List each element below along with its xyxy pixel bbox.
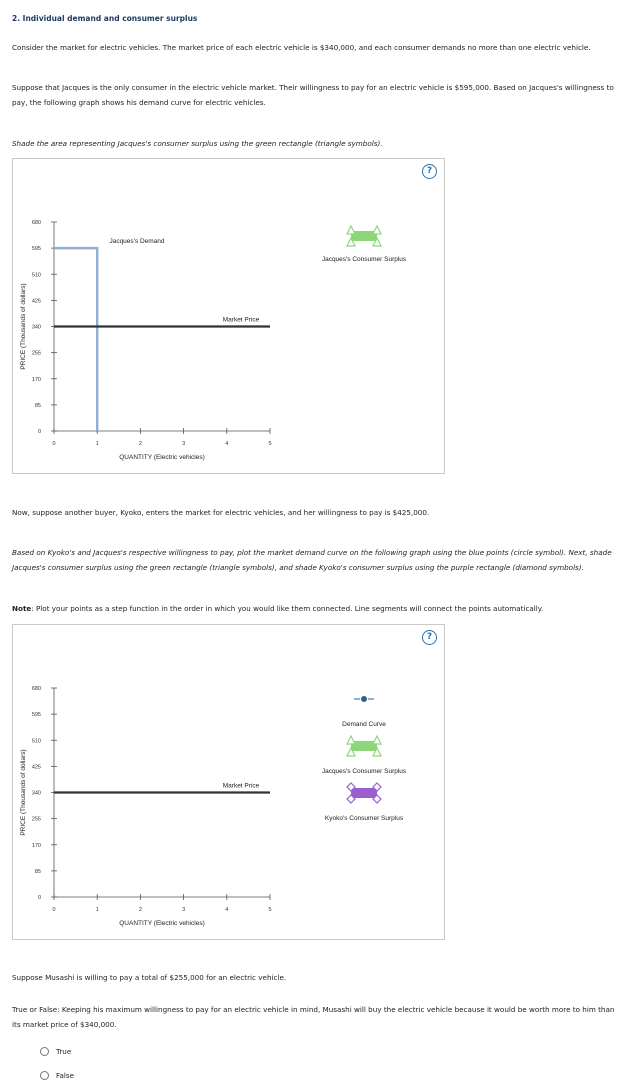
radio-true[interactable]: [40, 1047, 49, 1056]
y-tick-label: 0: [37, 895, 41, 901]
graph-panel-2: [12, 624, 445, 940]
section-title: 2. Individual demand and consumer surplus: [12, 14, 198, 23]
circle-icon: [361, 696, 368, 703]
y-tick-label: 170: [31, 376, 41, 383]
y-tick-label: 255: [31, 816, 41, 823]
jacques-paragraph: Suppose that Jacques is the only consumer in the electric vehicle market. Their willingness to pay for an electric vehicle is $595,000. Based on Jacques's willingness to pay, the following graph shows his demand curve for electric vehicles.: [12, 83, 614, 107]
triangle-icon: [347, 226, 355, 234]
y-tick-label: 510: [31, 738, 41, 745]
x-tick-label: 1: [95, 907, 99, 913]
triangle-icon: [347, 736, 355, 744]
jacques-demand-label: Jacques's Demand: [109, 238, 165, 246]
x-tick-label: 2: [138, 441, 142, 447]
x-tick-label: 4: [225, 441, 229, 447]
y-tick-label: 340: [31, 324, 41, 331]
intro-paragraph: Consider the market for electric vehicles. The market price of each electric vehicle is $340,000, and each consumer demands no more than one electric vehicle.: [12, 43, 591, 52]
x-axis-label: QUANTITY (Electric vehicles): [119, 454, 205, 461]
y-tick-label: 510: [31, 272, 41, 279]
x-tick-label: 4: [225, 907, 229, 913]
x-tick-label: 2: [138, 907, 142, 913]
y-tick-label: 595: [31, 246, 41, 253]
chart-2: [13, 625, 444, 939]
x-tick-label: 0: [52, 441, 56, 447]
option-true-label: True: [56, 1047, 72, 1056]
y-tick-label: 595: [31, 712, 41, 719]
x-tick-label: 5: [268, 907, 272, 913]
musashi-paragraph: Suppose Musashi is willing to pay a total of $255,000 for an electric vehicle.: [12, 973, 287, 982]
option-false-label: False: [56, 1071, 75, 1080]
instruction-1: Shade the area representing Jacques's consumer surplus using the green rectangle (triangle symbols).: [12, 139, 383, 148]
graph-panel-1: [12, 158, 445, 474]
market-price-label: Market Price: [222, 782, 260, 790]
y-tick-label: 85: [34, 402, 41, 409]
legend-jacques-surplus: Jacques's Consumer Surplus: [321, 256, 407, 263]
option-true[interactable]: [40, 1047, 71, 1056]
y-tick-label: 85: [34, 868, 41, 875]
triangle-icon: [373, 226, 381, 234]
x-tick-label: 3: [182, 907, 186, 913]
help-icon[interactable]: ?: [422, 630, 437, 645]
jacques-demand-line: [54, 248, 97, 431]
question-text: True or False: Keeping his maximum willingness to pay for an electric vehicle in mind, Musashi will buy the electric vehicle because it would be worth more to him than its market price of $340,000.: [12, 1005, 615, 1029]
purple-rect-legend: [351, 788, 377, 798]
instruction-2: Based on Kyoko's and Jacques's respective willingness to pay, plot the market demand curve on the following graph using the blue points (circle symbol). Next, shade Jacques's consumer surplus using the green rectangle (triangle symbols), and shade Kyoko's consumer surplus using the purple rectangle (diamond symbols).: [12, 548, 612, 572]
chart-1: [13, 159, 444, 473]
kyoko-paragraph: Now, suppose another buyer, Kyoko, enters the market for electric vehicles, and her willingness to pay is $425,000.: [12, 508, 430, 517]
y-tick-label: 680: [31, 686, 41, 692]
market-price-label: Market Price: [222, 316, 260, 324]
help-icon[interactable]: ?: [422, 164, 437, 179]
option-false[interactable]: [40, 1071, 74, 1080]
x-axis-label: QUANTITY (Electric vehicles): [119, 920, 205, 927]
legend-kyoko-surplus: Kyoko's Consumer Surplus: [324, 815, 404, 822]
note: [12, 601, 622, 616]
note-text: : Plot your points as a step function in the order in which you would like them connected. Line segments will connect the points automatically.: [31, 604, 544, 613]
legend-demand-curve: Demand Curve: [342, 721, 386, 728]
radio-false[interactable]: [40, 1071, 49, 1080]
y-tick-label: 340: [31, 790, 41, 797]
triangle-icon: [373, 736, 381, 744]
y-tick-label: 255: [31, 350, 41, 357]
x-tick-label: 0: [52, 907, 56, 913]
y-tick-label: 425: [31, 764, 41, 771]
y-axis-label: PRICE (Thousands of dollars): [20, 283, 27, 370]
x-tick-label: 1: [95, 441, 99, 447]
x-tick-label: 5: [268, 441, 272, 447]
y-tick-label: 170: [31, 842, 41, 849]
legend-jacques-surplus: Jacques's Consumer Surplus: [321, 768, 407, 775]
y-tick-label: 425: [31, 298, 41, 305]
note-label: Note: [12, 604, 32, 613]
y-tick-label: 680: [31, 220, 41, 226]
y-tick-label: 0: [37, 429, 41, 435]
x-tick-label: 3: [182, 441, 186, 447]
y-axis-label: PRICE (Thousands of dollars): [20, 749, 27, 836]
